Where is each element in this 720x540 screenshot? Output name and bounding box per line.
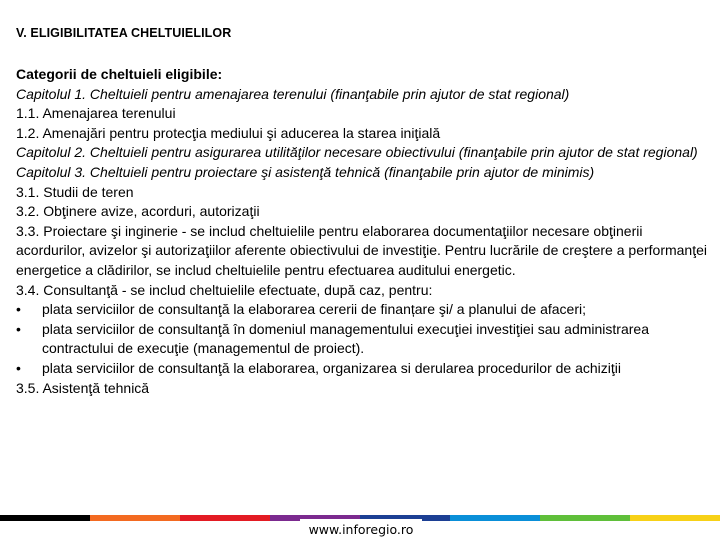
item-1-2: 1.2. Amenajări pentru protecţia mediului şi aducerea la starea iniţială — [16, 124, 441, 141]
color-stripe-segment — [180, 515, 270, 521]
item-3-2: 3.2. Obţinere avize, acorduri, autorizaţii — [16, 203, 260, 220]
item-3-5: 3.5. Asistenţă tehnică — [16, 379, 150, 396]
bullet-text: plata serviciilor de consultanţă în domeniul managementului execuţiei investiţiei sau administrarea contractului de execuţie (managementul de proiect). — [42, 320, 649, 357]
bullet-dot: • — [16, 301, 21, 318]
color-stripe-segment — [540, 515, 630, 521]
bullet-dot: • — [16, 320, 21, 337]
bullet-dot: • — [16, 359, 21, 376]
chapter-1: Capitolul 1. Cheltuieli pentru amenajarea terenului (finanţabile prin ajutor de stat regional) — [16, 85, 570, 102]
bullet-item — [16, 320, 708, 359]
color-stripe-segment — [630, 515, 720, 521]
chapter-3: Capitolul 3. Cheltuieli pentru proiectare şi asistenţă tehnică (finanţabile prin ajutor de minimis) — [16, 163, 595, 180]
item-1-1: 1.1. Amenajarea terenului — [16, 105, 176, 122]
item-3-3: 3.3. Proiectare şi inginerie - se includ cheltuielile pentru elaborarea documentaţiilor necesare obţinerii acordurilor, avizelor şi autorizaţiilor aferente obiectivului de investiţie. Pentru lucrările de creştere a performanţei energetice a clădirilor, se includ cheltuielile pentru efectuarea auditului energetic. — [16, 222, 707, 278]
bullet-item — [16, 300, 708, 320]
color-stripe-segment — [450, 515, 540, 521]
bullet-text: plata serviciilor de consultanţă la elaborarea cererii de finanțare şi/ a planului de afaceri; — [42, 301, 586, 318]
page-title: V. ELIGIBILITATEA CHELTUIELILOR — [16, 26, 232, 40]
item-3-4: 3.4. Consultanţă - se includ cheltuielile efectuate, după caz, pentru: — [16, 281, 433, 298]
footer-url-link[interactable]: www.inforegio.ro — [300, 519, 422, 540]
bullet-text: plata serviciilor de consultanţă la elaborarea, organizarea si derularea procedurilor de achiziţii — [42, 359, 621, 376]
section-heading: Categorii de cheltuieli eligibile: — [16, 66, 223, 82]
color-stripe-segment — [0, 515, 90, 521]
chapter-2: Capitolul 2. Cheltuieli pentru asigurarea utilităţilor necesare obiectivului (finanţabile prin ajutor de stat regional) — [16, 144, 698, 161]
item-3-1: 3.1. Studii de teren — [16, 183, 134, 200]
color-stripe-segment — [90, 515, 180, 521]
bullet-item — [16, 359, 708, 379]
slide-content — [16, 65, 708, 398]
